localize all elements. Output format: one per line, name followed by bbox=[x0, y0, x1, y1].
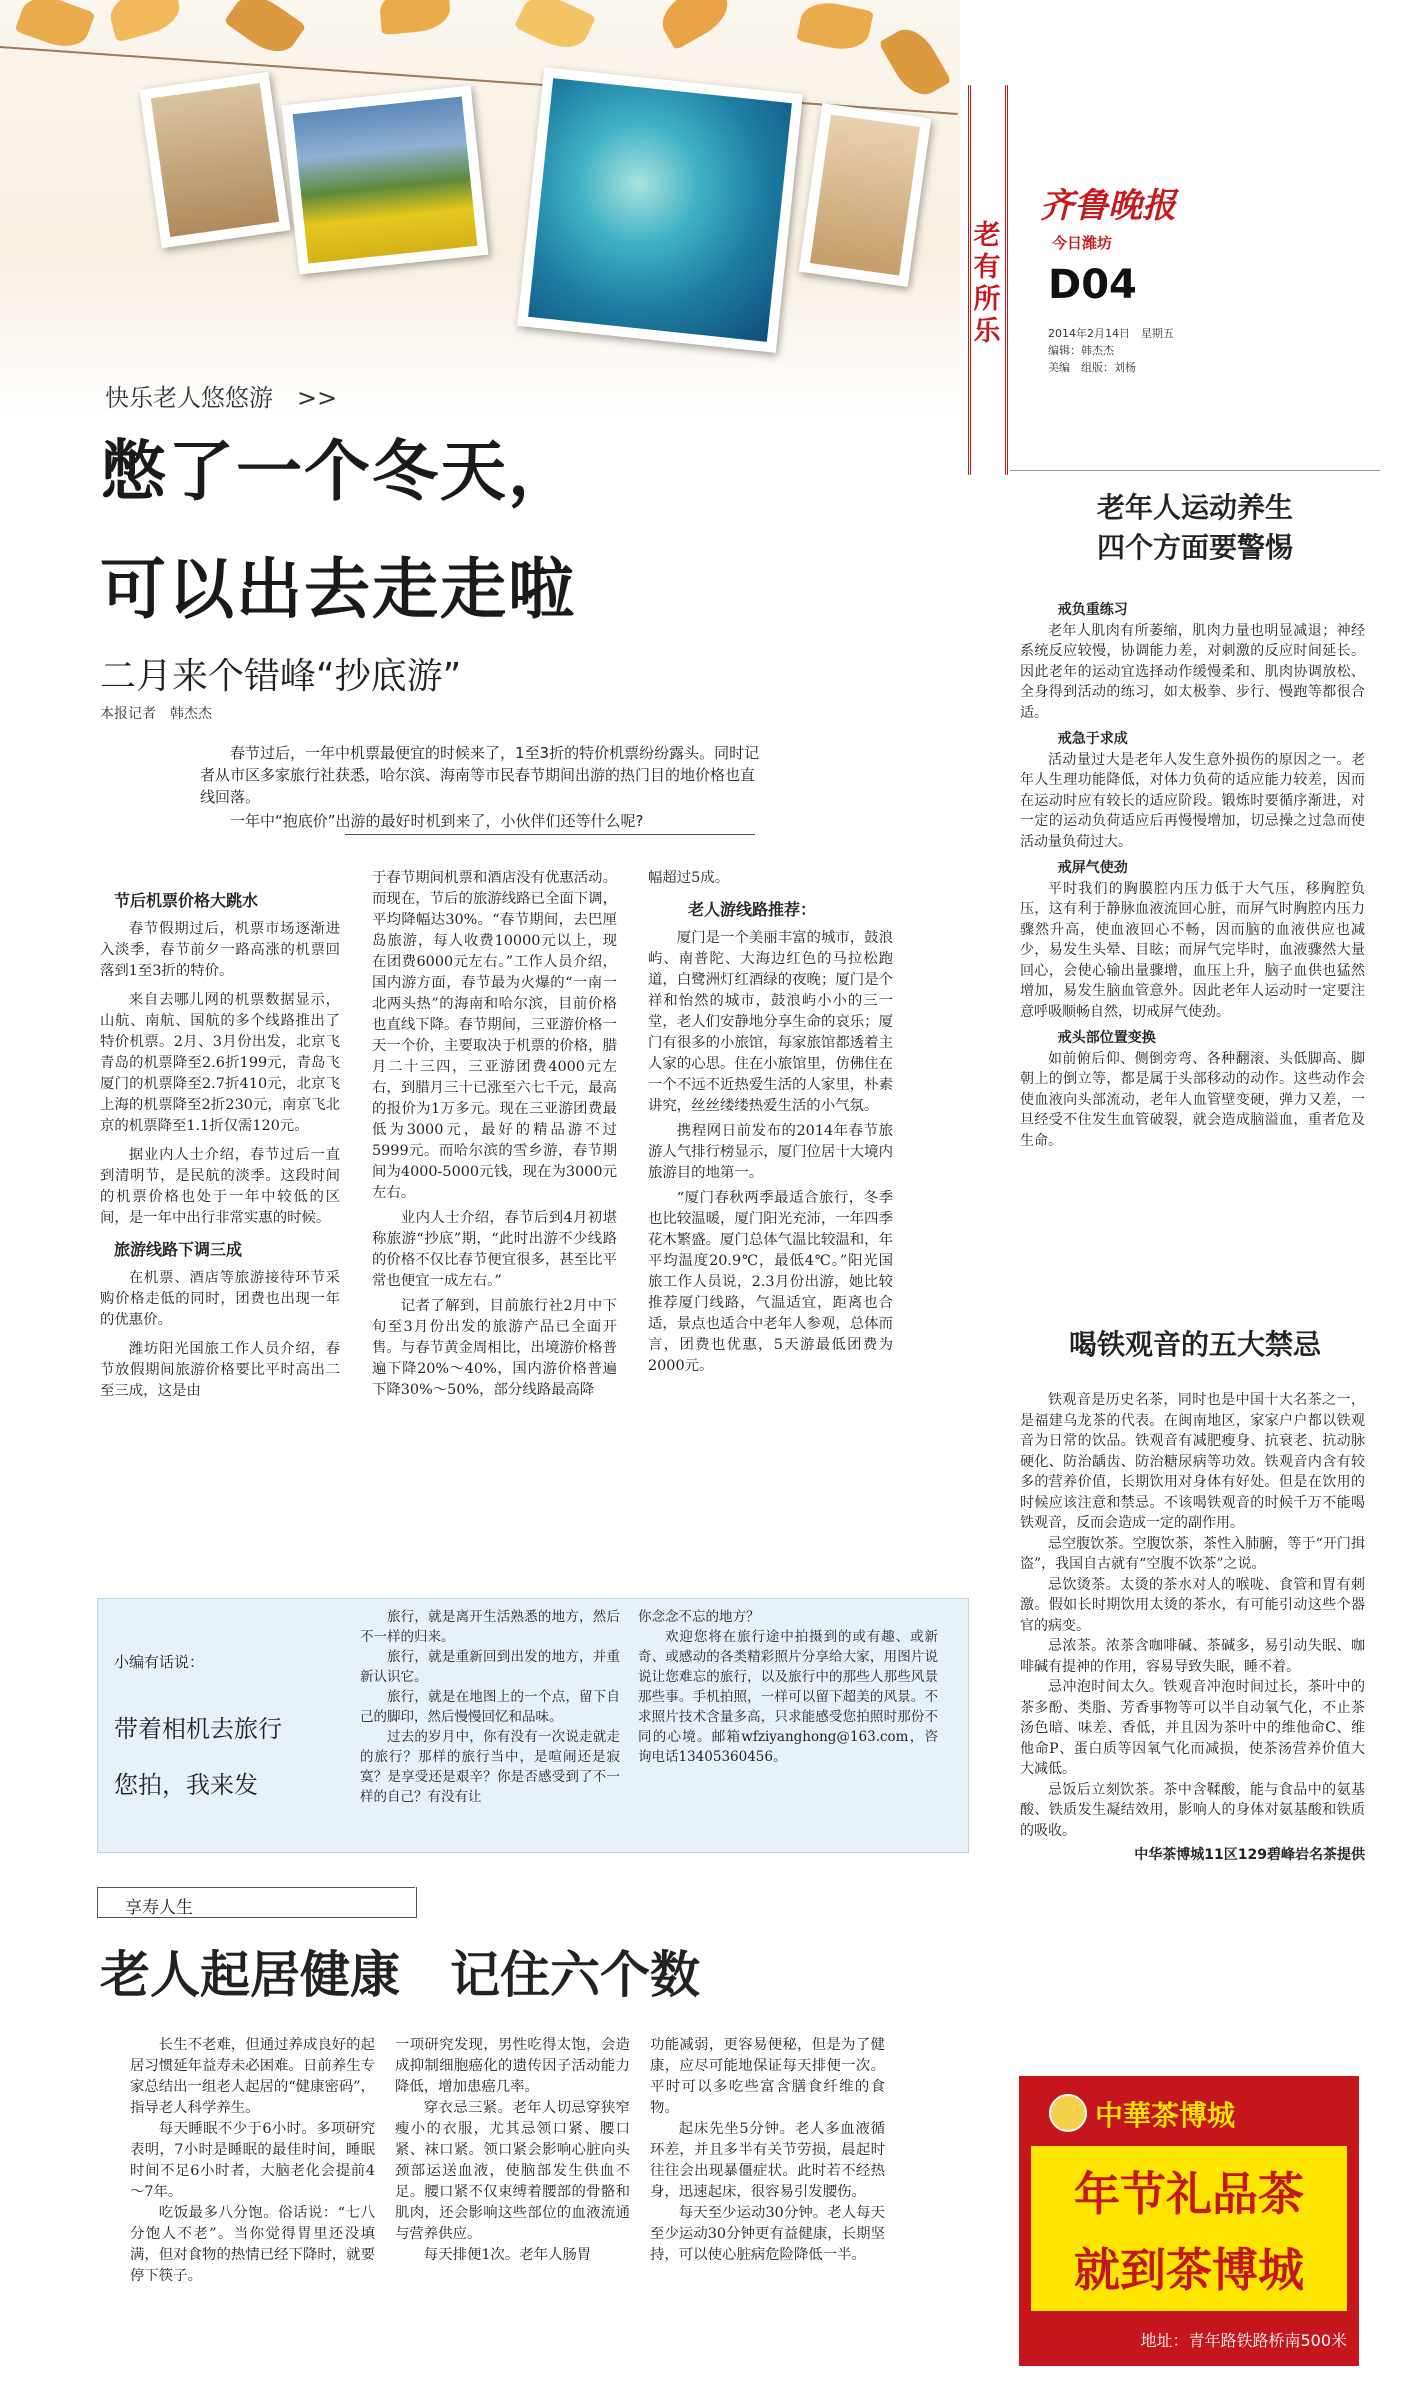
paragraph: 忌空腹饮茶。空腹饮茶，茶性入肺腑，等于“开门揖盗”，我国自古就有“空腹不饮茶”之说。 bbox=[1020, 1535, 1365, 1572]
paragraph: 忌冲泡时间太久。铁观音冲泡时间过长，茶叶中的茶多酚、类脂、芳香事物等可以半自动氧气化，不止茶汤色暗、味差、香低，并且因为茶叶中的维他命C、维他命P、蛋白质等因氧气化而减损，使茶汤营养价值大大减低。 bbox=[1020, 1679, 1365, 1777]
paragraph: 在机票、酒店等旅游接待环节采购价格走低的同时，团费也出现一年的优惠价。 bbox=[100, 1270, 340, 1328]
story-kicker: 快乐老人悠悠游 >> bbox=[105, 384, 338, 412]
slogan-line1: 带着相机去旅行 bbox=[114, 1715, 282, 1743]
article-column-1 bbox=[100, 880, 340, 1402]
paragraph: 吃饭最多八分饱。俗话说：“七八分饱人不老”。当你觉得胃里还没填满，但对食物的热情已经下降时，就要停下筷子。 bbox=[130, 2205, 375, 2284]
paragraph: 来自去哪儿网的机票数据显示，山航、南航、国航的多个线路推出了特价机票。2月、3月份出发，北京飞青岛的机票降至2.6折199元，青岛飞厦门的机票降至2.7折410元，北京飞上海的机票降至2折230元，南京飞北京的机票降至1.1折仅需120元。 bbox=[100, 992, 340, 1134]
paragraph: 忌饭后立刻饮茶。茶中含鞣酸，能与食品中的氨基酸、铁质发生凝结效用，影响人的身体对氨基酸和铁质的吸收。 bbox=[1020, 1781, 1365, 1839]
paragraph: 携程网日前发布的2014年春节旅游人气排行榜显示，厦门位居十大境内旅游目的地第一。 bbox=[648, 1123, 893, 1181]
brand-logo-icon bbox=[1049, 2094, 1087, 2132]
note-column-2 bbox=[638, 1607, 938, 1767]
banner-illustration bbox=[0, 0, 960, 420]
byline: 本报记者 韩杰杰 bbox=[100, 706, 212, 722]
lead-underline bbox=[345, 834, 755, 835]
ad-headline-2: 就到茶博城 bbox=[1074, 2243, 1304, 2297]
paragraph: “厦门春秋两季最适合旅行，冬季也比较温暖，厦门阳光充沛，一年四季花木繁盛。厦门总体气温比较温和，年平均温度20.9℃，最低4℃。”阳光国旅工作人员说，2.3月份出游，她比较推荐厦门线路，气温适宜，距离也合适，景点也适合中老年人参观，总体而言，团费也优惠，5天游最低团费为2000元。 bbox=[648, 1190, 893, 1374]
ad-headline-1: 年节礼品茶 bbox=[1074, 2167, 1304, 2221]
editor-label: 小编有话说： bbox=[114, 1653, 205, 1671]
sidebar2-body bbox=[1020, 1390, 1365, 1866]
ad-brand: 中華茶博城 bbox=[1095, 2099, 1236, 2132]
column-tag: 享寿人生 bbox=[125, 1898, 193, 1918]
health-column-2 bbox=[395, 2035, 630, 2266]
tea-city-advertisement[interactable] bbox=[1019, 2076, 1359, 2366]
maple-leaf-icon bbox=[224, 0, 307, 62]
maple-leaf-icon bbox=[514, 0, 596, 57]
health-column-3 bbox=[650, 2035, 885, 2266]
paragraph: 铁观音是历史名茶，同时也是中国十大名茶之一，是福建乌龙茶的代表。在闽南地区，家家户户都以铁观音为日常的饮品。铁观音有减肥瘦身、抗衰老、抗动脉硬化、防治龋齿、防治糖尿病等功效。铁观音内含有较多的营养价值，长期饮用对身体有好处。但是在饮用的时候应该注意和禁忌。不该喝铁观音的时候千万不能喝铁观音，反而会造成一定的副作用。 bbox=[1020, 1392, 1365, 1531]
section-heading: 戒急于求成 bbox=[1057, 731, 1128, 747]
paragraph: 旅行，就是离开生活熟悉的地方，然后不一样的归来。 bbox=[360, 1609, 620, 1645]
paragraph: 旅行，就是重新回到出发的地方，并重新认识它。 bbox=[360, 1649, 620, 1685]
paragraph: 你念念不忘的地方？ bbox=[638, 1609, 760, 1625]
issue-date: 2014年2月14日 星期五 bbox=[1048, 327, 1174, 340]
paragraph: 老年人肌肉有所萎缩，肌肉力量也明显减退；神经系统反应较慢，协调能力差，对刺激的反应时间延长。因此老年的运动宜选择动作缓慢柔和、肌肉协调放松、全身得到活动的练习，如太极拳、步行、慢跑等都很合适。 bbox=[1020, 622, 1365, 721]
paragraph: 于春节期间机票和酒店没有优惠活动。而现在，节后的旅游线路已全面下调，平均降幅达30%。“春节期间，去巴厘岛旅游，每人收费10000元以上，现在团费6000元左右。”工作人员介绍，国内游方面，春节最为火爆的“一南一北两头热”的海南和哈尔滨，目前价格也直线下降。春节期间，三亚游价格一天一个价，主要取决于机票的价格，腊月二十三四，三亚游团费4000元左右，到腊月三十已涨至六七千元，最高的报价为1万多元。现在三亚游团费最低为3000元，最好的精品游不过5999元。而哈尔滨的雪乡游，春节期间为4000-5000元钱，现在为3000元左右。 bbox=[372, 870, 617, 1201]
headline-line1: 憋了一个冬天， bbox=[100, 433, 576, 510]
section-heading: 戒头部位置变换 bbox=[1057, 1030, 1156, 1046]
paragraph: 一项研究发现，男性吃得太饱，会造成抑制细胞癌化的遗传因子活动能力降低，增加患癌几率。 bbox=[395, 2037, 630, 2095]
credit-line: 中华茶博城11区129碧峰岩名茶提供 bbox=[1134, 1847, 1365, 1863]
page-number: D04 bbox=[1048, 262, 1137, 308]
paragraph: 平时我们的胸膜腔内压力低于大气压，移胸腔负压，这有利于静脉血液流回心脏，而屏气时胸腔内压力骤然升高，使血液回心不畅，因而脑的血液供应也减少，易发生头晕、目眩；而屏气完毕时，血液骤然大量回心，会使心输出量骤增，血压上升，脑子血供也猛然增加，易发生脑血管意外。因此老年人运动时一定要注意呼吸顺畅自然，切戒屏气使劲。 bbox=[1020, 880, 1365, 1020]
paragraph: 忌浓茶。浓茶含咖啡碱、茶碱多，易引动失眠、咖啡碱有提神的作用，容易导致失眠，睡不着。 bbox=[1020, 1638, 1365, 1675]
editor-credit: 编辑：韩杰杰 bbox=[1048, 344, 1114, 357]
maple-leaf-icon bbox=[796, 0, 874, 55]
sidebar1-title-line2: 四个方面要警惕 bbox=[1096, 531, 1293, 564]
paragraph: 起床先坐5分钟。老人多血液循环差，并且多半有关节劳损，晨起时往往会出现暴僵症状。此时若不经热身，迅速起床，很容易引发腰伤。 bbox=[650, 2121, 885, 2200]
maple-leaf-icon bbox=[105, 0, 184, 42]
section-heading: 旅游线路下调三成 bbox=[114, 1240, 243, 1259]
section-heading: 节后机票价格大跳水 bbox=[114, 891, 259, 910]
headline-line2: 可以出去走走啦 bbox=[100, 551, 576, 628]
lead-question: 一年中“抱底价”出游的最好时机到来了，小伙伴们还等什么呢? bbox=[230, 812, 644, 830]
photo-frame bbox=[799, 103, 932, 287]
paragraph: 业内人士介绍，春节后到4月初堪称旅游“抄底”期，“此时出游不少线路的价格不仅比春节便宜很多，甚至比平常也便宜一成左右。” bbox=[372, 1210, 617, 1289]
maple-leaf-icon bbox=[15, 0, 96, 55]
divider bbox=[1010, 470, 1380, 471]
paragraph: 每天排便1次。老年人肠胃 bbox=[423, 2247, 592, 2263]
paragraph: 潍坊阳光国旅工作人员介绍，春节放假期间旅游价格要比平时高出二至三成，这是由 bbox=[100, 1341, 340, 1399]
paragraph: 记者了解到，目前旅行社2月中下旬至3月份出发的旅游产品已全面开售。与春节黄金周相比，出境游价格普遍下降20%～40%，国内游价格普遍下降30%～50%，部分线路最高降 bbox=[372, 1298, 617, 1398]
sidebar1-body bbox=[1020, 600, 1365, 1151]
editor-note-box bbox=[97, 1598, 969, 1853]
paragraph: 每天至少运动30分钟。老人每天至少运动30分钟更有益健康，长期坚持，可以使心脏病危险降低一半。 bbox=[650, 2205, 885, 2263]
ad-address: 地址：青年路铁路桥南500米 bbox=[1140, 2331, 1347, 2350]
sidebar1-title-line1: 老年人运动养生 bbox=[1096, 491, 1293, 524]
paper-logo: 齐鲁晚报 bbox=[1040, 186, 1176, 226]
photo-island-resort bbox=[517, 67, 803, 353]
edition-name: 今日潍坊 bbox=[1052, 234, 1113, 252]
paragraph: 功能减弱，更容易便秘，但是为了健康，应尽可能地保证每天排便一次。平时可以多吃些富含膳食纤维的食物。 bbox=[650, 2037, 885, 2116]
paragraph: 欢迎您将在旅行途中拍摄到的或有趣、或新奇、或感动的各类精彩照片分享给大家，用图片说说让您难忘的旅行，以及旅行中的那些人那些风景那些事。手机拍照，一样可以留下超美的风景。不求照片技术含量多高，只求能感受您拍照时那份不同的心境。邮箱wfziyanghong@163.com，咨询电话13405360456。 bbox=[638, 1629, 938, 1765]
article-column-2 bbox=[372, 868, 617, 1401]
designer-credit: 美编 组版：刘杨 bbox=[1048, 361, 1136, 374]
article-column-3 bbox=[648, 868, 893, 1377]
paragraph: 忌饮烫茶。太烫的茶水对人的喉咙、食管和胃有刺激。假如长时期饮用太烫的茶水，有可能引动这些个器官的病变。 bbox=[1020, 1576, 1365, 1634]
sidebar2-title: 喝铁观音的五大禁忌 bbox=[1068, 1328, 1321, 1361]
slogan-line2: 您拍，我来发 bbox=[114, 1771, 258, 1799]
health-headline: 老人起居健康 记住六个数 bbox=[100, 1946, 700, 2004]
paragraph: 穿衣忌三紧。老年人切忌穿狭窄瘦小的衣服，尤其忌领口紧、腰口紧、袜口紧。领口紧会影响心脏向头颈部运送血液，使脑部发生供血不足。腰口紧不仅束缚着腰部的骨骼和肌肉，还会影响这些部位的血液流通与营养供应。 bbox=[395, 2100, 630, 2242]
paragraph: 幅超过5成。 bbox=[648, 870, 730, 886]
paragraph: 旅行，就是在地图上的一个点，留下自己的脚印，然后慢慢回忆和品味。 bbox=[360, 1689, 620, 1725]
health-column-1 bbox=[130, 2035, 375, 2287]
paragraph: 如前俯后仰、侧倒旁弯、各种翻滚、头低脚高、脚朝上的倒立等，都是属于头部移动的动作。这些动作会使血液向头部流动，老年人血管壁变硬，弹力又差，一旦经受不住发生血管破裂，就会造成脑溢血，重者危及生命。 bbox=[1020, 1050, 1365, 1149]
note-column-1 bbox=[360, 1607, 620, 1807]
maple-leaf-icon bbox=[378, 0, 452, 35]
paragraph: 过去的岁月中，你有没有一次说走就走的旅行？那样的旅行当中，是喧闹还是寂寞？是享受还是艰辛？你是否感受到了不一样的自己？有没有让 bbox=[360, 1729, 620, 1805]
paragraph: 厦门是一个美丽丰富的城市，鼓浪屿、南普陀、大海边红色的马拉松跑道，白鹭洲灯红酒绿的夜晚；厦门是个祥和怡然的城市，鼓浪屿小小的三一堂，老人们安静地分享生命的哀乐；厦门有很多的小旅馆，每家旅馆都透着主人家的心思。住在小旅馆里，仿佛住在一个不远不近热爱生活的人家里，朴素讲究，丝丝缕缕热爱生活的小气氛。 bbox=[648, 930, 893, 1114]
subheadline: 二月来个错峰“抄底游” bbox=[100, 656, 462, 697]
section-heading: 戒屏气使劲 bbox=[1057, 860, 1128, 876]
paragraph: 每天睡眠不少于6小时。多项研究表明，7小时是睡眠的最佳时间，睡眠时间不足6小时者，大脑老化会提前4～7年。 bbox=[130, 2121, 375, 2200]
lead-paragraph: 春节过后，一年中机票最便宜的时候来了，1至3折的特价机票纷纷露头。同时记者从市区多家旅行社获悉，哈尔滨、海南等市民春节期间出游的热门目的地价格也直线回落。 bbox=[200, 744, 760, 806]
section-heading: 老人游线路推荐： bbox=[688, 900, 817, 919]
maple-leaf-icon bbox=[878, 21, 951, 104]
paragraph: 长生不老难，但通过养成良好的起居习惯延年益寿未必困难。日前养生专家总结出一组老人起居的“健康密码”，指导老人科学养生。 bbox=[130, 2037, 375, 2116]
paragraph: 据业内人士介绍，春节过后一直到清明节，是民航的淡季。这段时间的机票价格也处于一年中较低的区间，是一年中出行非常实惠的时候。 bbox=[100, 1147, 340, 1226]
paragraph: 活动量过大是老年人发生意外损伤的原因之一。老年人生理功能降低，对体力负荷的适应能力较差，因而在运动时应有较长的适应阶段。锻炼时要循序渐进，对一定的运动负荷适应后再慢慢增加，切忌操之过急而使活动量负荷过大。 bbox=[1020, 751, 1365, 850]
paragraph: 春节假期过后，机票市场逐渐进入淡季，春节前夕一路高涨的机票回落到1至3折的特价。 bbox=[100, 921, 340, 979]
maple-leaf-icon bbox=[654, 0, 737, 51]
section-heading: 戒负重练习 bbox=[1057, 602, 1128, 618]
photo-frame bbox=[139, 72, 290, 249]
photo-landscape bbox=[282, 86, 489, 275]
section-label: 老有所乐 bbox=[973, 220, 1001, 347]
